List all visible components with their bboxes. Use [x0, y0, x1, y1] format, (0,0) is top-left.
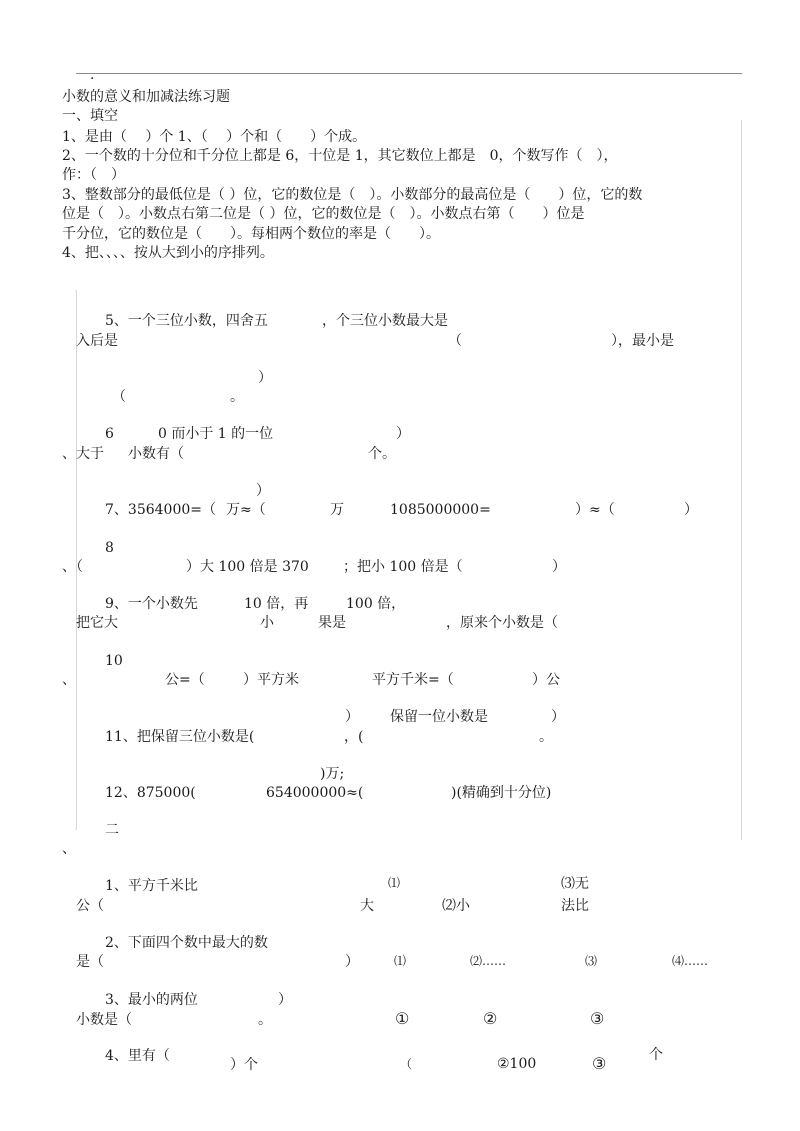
choice-3-option-1: ① [395, 1009, 410, 1028]
question-6-number: 6 [105, 426, 114, 442]
question-12-part-a: )万; [320, 766, 345, 782]
choice-2-option-1: ⑴ [394, 954, 407, 968]
question-12-part-d: )(精确到十分位) [451, 785, 552, 801]
question-3-line-2: 位是（ ）。小数点右第二位是（ ）位，它的数位是（ ）。小数点右第（ ）位是 [62, 206, 585, 222]
question-9-part-e: 小 [260, 615, 274, 631]
question-2-line-1: 2、一个数的十分位和千分位上都是 6，十位是 1，其它数位上都是 0，个数写作（ ）， [62, 148, 618, 164]
question-8-number: 8 [105, 540, 114, 556]
section-heading-fill-in: 一、填空 [62, 108, 118, 124]
choice-3-option-2: ② [483, 1009, 498, 1028]
question-9-part-b: 10 倍，再 [244, 596, 309, 612]
top-rule [76, 73, 742, 74]
choice-1-part-e: 大 [360, 898, 374, 914]
question-6-part-d: 小数有（ [128, 446, 184, 462]
question-1: 1、是由（ ）个 1、（ ）个和（ ）个成。 [62, 129, 367, 145]
question-11-part-b: 保留一位小数是 [390, 709, 488, 725]
question-10-part-a: 、 [62, 672, 76, 688]
question-5-part-a: 5、一个三位小数，四舍五 [105, 313, 268, 329]
header-dot: · [90, 71, 95, 87]
choice-1-option-1: ⑴ [388, 876, 401, 890]
choice-2-part-b: 是（ [76, 954, 104, 970]
question-7-part-f: ） [684, 502, 698, 518]
question-11-paren-a: ） [345, 709, 359, 725]
question-6-part-a: 0 而小于 1 的一位 [158, 426, 274, 442]
question-5-part-c: 入后是 [76, 333, 118, 349]
question-9-part-f: 果是 [318, 615, 346, 631]
question-5-period: 。 [230, 389, 244, 405]
question-10-part-e: ）公 [532, 672, 560, 688]
question-8-part-d: ） [552, 559, 566, 575]
question-10-part-c: ）平方米 [243, 672, 299, 688]
question-5-part-e: ），最小是 [611, 333, 674, 349]
question-9-part-a: 9、一个小数先 [105, 596, 198, 612]
question-10-number: 10 [105, 653, 123, 669]
question-6-part-e: 个。 [368, 446, 396, 462]
choice-4-part-a: 4、里有（ [105, 1048, 170, 1064]
question-11-period: 。 [539, 729, 553, 745]
choice-1-part-d: 公（ [76, 898, 104, 914]
question-11-part-e: ，( [344, 729, 364, 745]
choice-4-option-3: ③ [592, 1054, 607, 1073]
question-5-part-b: ，个三位小数最大是 [322, 313, 448, 329]
section-heading-two-comma: 、 [62, 841, 76, 857]
choice-1-option-3: ⑶无 [561, 876, 589, 892]
question-5-paren-close: ） [258, 370, 272, 386]
choice-2-option-2: ⑵…… [470, 954, 507, 968]
question-3-line-1: 3、整数部分的最低位是（ ）位，它的数位是（ ）。小数部分的最高位是（ ）位，它的数 [62, 187, 643, 203]
document-title: 小数的意义和加减法练习题 [62, 89, 230, 105]
choice-4-option-2: ②100 [497, 1056, 537, 1072]
question-3-line-3: 千分位，它的数位是（ ）。每相两个数位的率是（ ）。 [62, 226, 440, 242]
choice-2-paren-close: ） [345, 954, 359, 970]
question-9-part-c: 100 倍， [346, 596, 406, 612]
question-2-line-2: 作：（ ） [62, 167, 125, 183]
question-8-part-a: 、（ [62, 559, 83, 575]
question-7-part-b: 万≈（ [226, 502, 266, 518]
choice-3-period: 。 [258, 1012, 272, 1028]
choice-4-paren-open: （ [400, 1057, 413, 1071]
question-6-part-c: 、大于 [62, 446, 104, 462]
choice-3-part-c: 小数是（ [76, 1012, 132, 1028]
choice-4-part-b: ）个 [230, 1057, 258, 1073]
question-9-part-g: ，原来个小数是（ [446, 615, 558, 631]
choice-1-part-a: 1、平方千米比 [105, 878, 198, 894]
choice-3-paren-close: ） [278, 992, 292, 1008]
section-heading-two: 二 [105, 822, 119, 838]
question-11-part-d: 11、把保留三位小数是( [105, 729, 255, 745]
right-margin-line [741, 120, 742, 840]
question-7-part-e: ）≈（ [575, 502, 615, 518]
question-12-part-b: 12、875000( [105, 785, 196, 801]
choice-3-part-a: 3、最小的两位 [105, 992, 198, 1008]
question-7-part-a: 7、3564000=（ [105, 502, 216, 518]
question-7-part-c: 万 [330, 502, 344, 518]
choice-2-option-3: ⑶ [585, 954, 598, 968]
choice-2-option-4: ⑷…… [672, 954, 709, 968]
question-7-paren-close: ） [256, 483, 270, 499]
choice-4-unit-right: 个 [649, 1047, 663, 1063]
question-11-paren-c: ） [551, 709, 565, 725]
question-10-part-b: 公=（ [165, 672, 205, 688]
question-8-part-c: ；把小 100 倍是（ [343, 559, 463, 575]
question-12-part-c: 654000000≈( [266, 785, 364, 801]
question-5-paren-open: （ [448, 333, 462, 349]
choice-1-part-g: 法比 [561, 898, 589, 914]
question-7-part-d: 1085000000= [390, 502, 491, 518]
choice-3-option-3: ③ [590, 1009, 605, 1028]
question-5-paren-open-2: （ [112, 389, 126, 405]
question-8-part-b: ）大 100 倍是 370 [186, 559, 309, 575]
choice-1-option-2: ⑵小 [442, 898, 470, 914]
question-4: 4、把、、、、按从大到小的序排列。 [62, 245, 274, 261]
question-6-paren-close: ） [396, 426, 410, 442]
choice-2-part-a: 2、下面四个数中最大的数 [105, 935, 268, 951]
question-10-part-d: 平方千米=（ [372, 672, 454, 688]
question-9-part-d: 把它大 [76, 615, 118, 631]
